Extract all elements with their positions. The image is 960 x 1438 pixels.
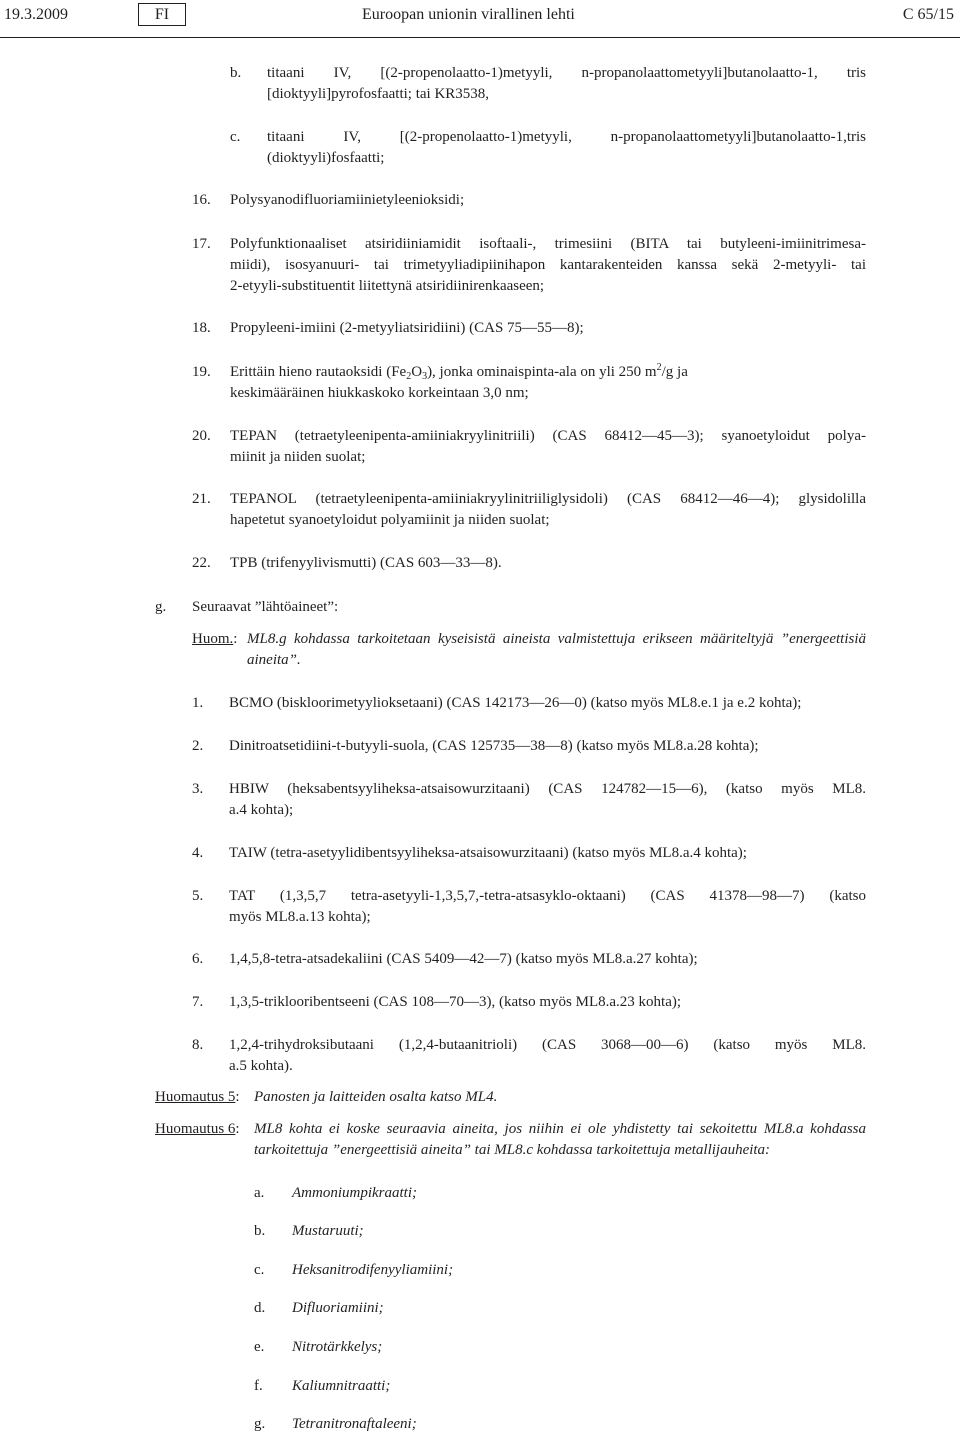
note-label-wrap bbox=[192, 629, 237, 650]
section-title: Seuraavat ”lähtöaineet”: bbox=[192, 599, 339, 615]
exempt-item-e bbox=[254, 1337, 754, 1358]
item-label: 20. bbox=[192, 428, 211, 444]
item-label: 8. bbox=[192, 1037, 204, 1053]
g-item-5 bbox=[192, 886, 866, 928]
item-text: HBIW (heksabentsyyliheksa-atsaisowurzitaani) (CAS 124782—15—6), (katso myös ML8. bbox=[229, 781, 866, 797]
note-colon: : bbox=[233, 631, 238, 647]
item-text: (dioktyyli)fosfaatti; bbox=[267, 150, 385, 166]
note-5 bbox=[155, 1087, 866, 1108]
list-item-17 bbox=[192, 234, 866, 297]
item-label: 17. bbox=[192, 236, 211, 252]
item-label: 19. bbox=[192, 364, 211, 380]
note-6 bbox=[155, 1119, 866, 1161]
section-label: g. bbox=[155, 599, 167, 615]
note-label-wrap bbox=[155, 1119, 240, 1140]
section-g bbox=[155, 597, 866, 618]
item-label: c. bbox=[230, 129, 241, 145]
exempt-item-d bbox=[254, 1298, 754, 1319]
item-text: TAT (1,3,5,7 tetra-asetyyli-1,3,5,7,-tetra-atsasyklo-oktaani) (CAS 41378—98—7) (katso bbox=[229, 888, 866, 904]
text-segment: O bbox=[411, 364, 423, 380]
section-g-note bbox=[192, 629, 866, 671]
list-item-18 bbox=[192, 318, 866, 339]
note-label: Huomautus 5 bbox=[155, 1089, 236, 1105]
item-text: hapetetut syanoetyloidut polyamiinit ja niiden suolat; bbox=[230, 512, 550, 528]
note-label: Huom. bbox=[192, 631, 234, 647]
g-item-8 bbox=[192, 1035, 866, 1077]
note-text: ML8.g kohdassa tarkoitetaan kyseisistä aineista valmistettuja erikseen määriteltyjä ”energeettisiä bbox=[247, 631, 866, 647]
item-text: Nitrotärkkelys; bbox=[292, 1339, 383, 1355]
item-text: Heksanitrodifenyyliamiini; bbox=[292, 1262, 454, 1278]
g-item-4 bbox=[192, 843, 866, 864]
item-label: 2. bbox=[192, 738, 204, 754]
item-label: e. bbox=[254, 1339, 265, 1355]
item-text: titaani IV, [(2-propenolaatto-1)metyyli, n-propanolaattometyyli]butanolaatto-1, tris bbox=[267, 65, 866, 81]
exempt-item-c bbox=[254, 1260, 754, 1281]
item-text: a.4 kohta); bbox=[229, 802, 294, 818]
list-item-b bbox=[230, 63, 866, 105]
publication-date: 19.3.2009 bbox=[4, 6, 68, 23]
item-label: b. bbox=[254, 1223, 266, 1239]
item-label: g. bbox=[254, 1416, 266, 1432]
note-text: tarkoitettuja ”energeettisiä aineita” tai ML8.c kohdassa tarkoitettuja metallijauheita: bbox=[254, 1142, 771, 1158]
item-text: Propyleeni-imiini (2-metyyliatsiridiini) (CAS 75—55—8); bbox=[230, 320, 584, 336]
journal-title: Euroopan unionin virallinen lehti bbox=[362, 6, 575, 23]
item-text: Dinitroatsetidiini-t-butyyli-suola, (CAS 125735—38—8) (katso myös ML8.a.28 kohta); bbox=[229, 738, 759, 754]
item-label: b. bbox=[230, 65, 242, 81]
g-item-7 bbox=[192, 992, 866, 1013]
item-label: 5. bbox=[192, 888, 204, 904]
subscript: 2 bbox=[406, 371, 412, 382]
subscript: 3 bbox=[422, 371, 428, 382]
note-colon: : bbox=[235, 1089, 240, 1105]
item-label: c. bbox=[254, 1262, 265, 1278]
note-label: Huomautus 6 bbox=[155, 1121, 236, 1137]
item-label: 6. bbox=[192, 951, 204, 967]
item-text: 1,2,4-trihydroksibutaani (1,2,4-butaanitrioli) (CAS 3068—00—6) (katso myös ML8. bbox=[229, 1037, 866, 1053]
item-label: d. bbox=[254, 1300, 266, 1316]
page-reference: C 65/15 bbox=[902, 6, 954, 23]
item-text: myös ML8.a.13 kohta); bbox=[229, 909, 371, 925]
text-segment: ), jonka ominaispinta-ala on yli 250 m bbox=[427, 364, 657, 380]
note-colon: : bbox=[235, 1121, 240, 1137]
list-item-c bbox=[230, 127, 866, 169]
page-header bbox=[0, 4, 960, 32]
item-text: miidi), isosyanuuri- tai trimetyyliadipiinihapon kantarakenteiden kanssa sekä 2-metyyli- tai bbox=[230, 257, 866, 273]
language-box: FI bbox=[138, 3, 186, 26]
item-text: 1,3,5-triklooribentseeni (CAS 108—70—3), (katso myös ML8.a.23 kohta); bbox=[229, 994, 682, 1010]
item-label: 22. bbox=[192, 555, 211, 571]
item-text: Ammoniumpikraatti; bbox=[292, 1185, 417, 1201]
exempt-item-b bbox=[254, 1221, 754, 1242]
item-text: Polysyanodifluoriamiinietyleenioksidi; bbox=[230, 192, 465, 208]
item-text: Polyfunktionaaliset atsiridiiniamidit isoftaali-, trimesiini (BITA tai butyleeni-imiinitrimesa- bbox=[230, 236, 866, 252]
item-label: 21. bbox=[192, 491, 211, 507]
item-label: 4. bbox=[192, 845, 204, 861]
header-rule bbox=[0, 37, 960, 38]
item-label: 1. bbox=[192, 695, 204, 711]
item-text: Difluoriamiini; bbox=[292, 1300, 384, 1316]
item-text: TAIW (tetra-asetyylidibentsyyliheksa-atsaisowurzitaani) (katso myös ML8.a.4 kohta); bbox=[229, 845, 747, 861]
text-segment: Erittäin hieno rautaoksidi (Fe bbox=[230, 364, 407, 380]
item-label: 16. bbox=[192, 192, 211, 208]
list-item-16 bbox=[192, 190, 866, 211]
g-item-1 bbox=[192, 693, 866, 714]
note-text: ML8 kohta ei koske seuraavia aineita, jos niihin ei ole yhdistetty tai sekoitettu ML8.a kohdassa bbox=[254, 1121, 866, 1137]
note-text: Panosten ja laitteiden osalta katso ML4. bbox=[254, 1089, 498, 1105]
g-item-3 bbox=[192, 779, 866, 821]
item-text: TEPANOL (tetraetyleenipenta-amiiniakryylinitriiliglysidoli) (CAS 68412—46—4); glysidolilla bbox=[230, 491, 866, 507]
list-item-20 bbox=[192, 426, 866, 468]
item-label: a. bbox=[254, 1185, 265, 1201]
exempt-item-a bbox=[254, 1183, 754, 1204]
superscript: 2 bbox=[656, 362, 662, 373]
text-segment: /g ja bbox=[661, 364, 688, 380]
item-text: Mustaruuti; bbox=[292, 1223, 364, 1239]
item-text: a.5 kohta). bbox=[229, 1058, 293, 1074]
item-label: 7. bbox=[192, 994, 204, 1010]
item-text: TEPAN (tetraetyleenipenta-amiiniakryylinitriili) (CAS 68412—45—3); syanoetyloidut polya- bbox=[230, 428, 866, 444]
item-label: f. bbox=[254, 1378, 263, 1394]
item-text: Tetranitronaftaleeni; bbox=[292, 1416, 417, 1432]
exempt-item-f bbox=[254, 1376, 754, 1397]
item-text: 1,4,5,8-tetra-atsadekaliini (CAS 5409—42—7) (katso myös ML8.a.27 kohta); bbox=[229, 951, 698, 967]
item-text: titaani IV, [(2-propenolaatto-1)metyyli, n-propanolaattometyyli]butanolaatto-1,tris bbox=[267, 129, 866, 145]
item-label: 3. bbox=[192, 781, 204, 797]
item-text: [dioktyyli]pyrofosfaatti; tai KR3538, bbox=[267, 86, 490, 102]
item-text: TPB (trifenyylivismutti) (CAS 603—33—8). bbox=[230, 555, 502, 571]
note-label-wrap bbox=[155, 1087, 240, 1108]
note-text: aineita”. bbox=[247, 652, 301, 668]
item-text: 2-etyyli-substituentit liitettynä atsiridiinirenkaaseen; bbox=[230, 278, 545, 294]
item-text: Kaliumnitraatti; bbox=[292, 1378, 391, 1394]
list-item-22 bbox=[192, 553, 866, 574]
item-text: miinit ja niiden suolat; bbox=[230, 449, 366, 465]
g-item-2 bbox=[192, 736, 866, 757]
list-item-21 bbox=[192, 489, 866, 531]
g-item-6 bbox=[192, 949, 866, 970]
formula-part bbox=[230, 362, 688, 383]
item-text: BCMO (biskloorimetyylioksetaani) (CAS 142173—26—0) (katso myös ML8.e.1 ja e.2 kohta); bbox=[229, 695, 802, 711]
item-label: 18. bbox=[192, 320, 211, 336]
item-text: keskimääräinen hiukkaskoko korkeintaan 3,0 nm; bbox=[230, 385, 529, 401]
list-item-19 bbox=[192, 362, 866, 404]
item-text-line bbox=[230, 362, 866, 383]
exempt-item-g bbox=[254, 1414, 754, 1435]
